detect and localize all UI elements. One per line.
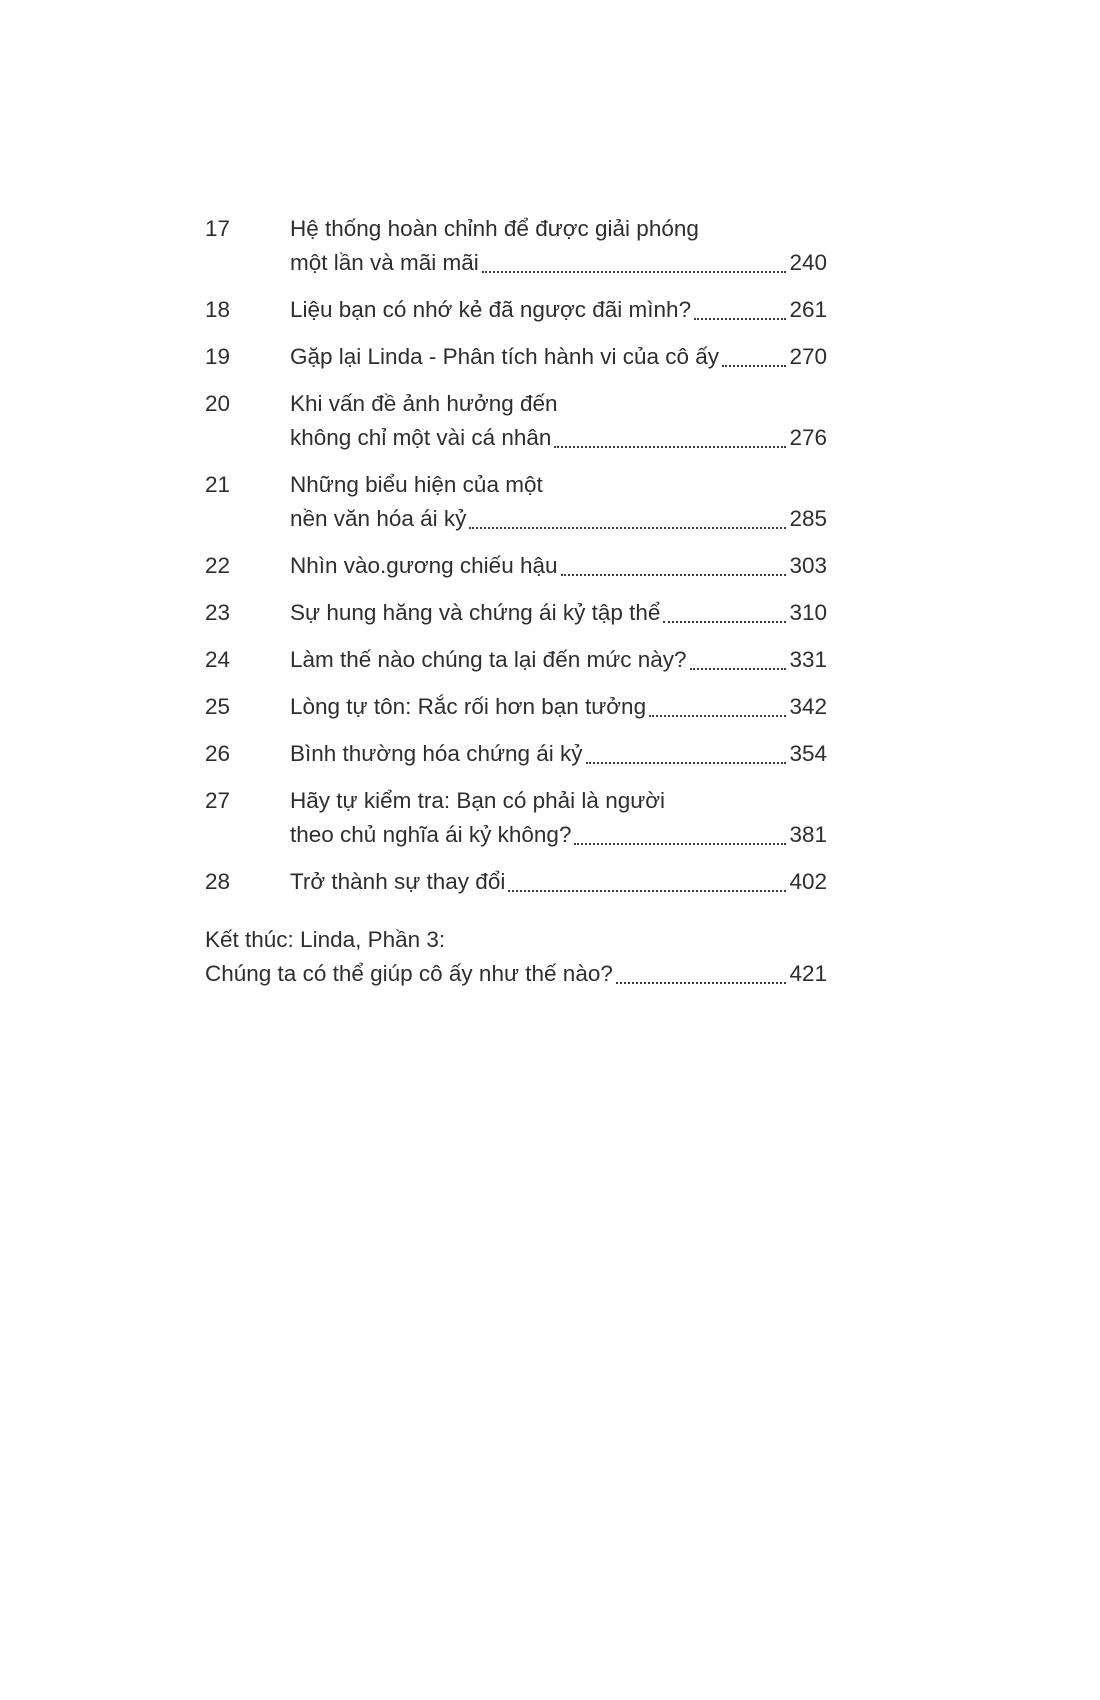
dot-leader	[586, 762, 787, 764]
toc-entry	[205, 293, 827, 327]
title-line-with-leader	[290, 246, 827, 280]
toc-entry	[205, 549, 827, 583]
toc-footer	[205, 923, 827, 991]
dot-leader	[722, 365, 786, 367]
chapter-title	[290, 549, 827, 583]
toc-entry	[205, 596, 827, 630]
title-line-with-leader	[290, 865, 827, 899]
title-line-with-leader	[290, 737, 827, 771]
chapter-number: 28	[205, 869, 231, 894]
dot-leader	[616, 982, 787, 984]
dot-leader	[649, 715, 786, 717]
page-number: 310	[789, 600, 827, 625]
chapter-title	[290, 387, 827, 455]
title-line-with-leader	[290, 502, 827, 536]
title-text: Bình thường hóa chứng ái kỷ	[290, 741, 583, 766]
dot-leader	[663, 621, 786, 623]
toc-entry	[205, 690, 827, 724]
title-line-with-leader	[290, 340, 827, 374]
title-text: Nhìn vào.gương chiếu hậu	[290, 553, 558, 578]
page-number: 276	[789, 425, 827, 450]
chapter-number: 21	[205, 472, 231, 497]
page-number: 421	[789, 961, 827, 986]
chapter-title	[290, 340, 827, 374]
page-number: 303	[789, 553, 827, 578]
title-text: Lòng tự tôn: Rắc rối hơn bạn tưởng	[290, 694, 647, 719]
chapter-title	[290, 784, 827, 852]
chapter-title	[290, 468, 827, 536]
chapter-title	[290, 293, 827, 327]
title-text: Chúng ta có thể giúp cô ấy như thế nào?	[205, 961, 613, 986]
title-text: không chỉ một vài cá nhân	[290, 425, 552, 450]
title-line: Hãy tự kiểm tra: Bạn có phải là người	[290, 788, 666, 813]
title-line: Kết thúc: Linda, Phần 3:	[205, 927, 446, 952]
dot-leader	[561, 574, 787, 576]
toc-entry	[205, 643, 827, 677]
chapter-number: 22	[205, 553, 231, 578]
dot-leader	[574, 843, 786, 845]
title-text: Gặp lại Linda - Phân tích hành vi của cô ấy	[290, 344, 720, 369]
toc-entry	[205, 387, 827, 455]
toc-entry	[205, 784, 827, 852]
chapter-title	[290, 596, 827, 630]
chapter-number: 24	[205, 647, 231, 672]
chapter-number: 20	[205, 391, 231, 416]
title-line: Khi vấn đề ảnh hưởng đến	[290, 391, 558, 416]
chapter-number: 27	[205, 788, 231, 813]
toc-entry	[205, 737, 827, 771]
toc-entry	[205, 865, 827, 899]
title-line: Những biểu hiện của một	[290, 472, 543, 497]
dot-leader	[469, 527, 786, 529]
chapter-title	[290, 212, 827, 280]
chapter-number: 19	[205, 344, 231, 369]
dot-leader	[694, 318, 786, 320]
chapter-number: 23	[205, 600, 231, 625]
chapter-number: 26	[205, 741, 231, 766]
chapter-number: 18	[205, 297, 231, 322]
title-text: Trở thành sự thay đổi	[290, 869, 506, 894]
title-line-with-leader	[290, 549, 827, 583]
toc-list	[205, 212, 827, 899]
dot-leader	[554, 446, 786, 448]
toc-entry	[205, 340, 827, 374]
page-number: 381	[789, 822, 827, 847]
table-of-contents	[205, 212, 827, 991]
title-text: Liệu bạn có nhớ kẻ đã ngược đãi mình?	[290, 297, 692, 322]
chapter-title	[290, 643, 827, 677]
chapter-title	[290, 737, 827, 771]
chapter-number: 17	[205, 216, 231, 241]
page-number: 331	[789, 647, 827, 672]
title-text: Làm thế nào chúng ta lại đến mức này?	[290, 647, 687, 672]
page-number: 342	[789, 694, 827, 719]
page-number: 285	[789, 506, 827, 531]
title-text: theo chủ nghĩa ái kỷ không?	[290, 822, 572, 847]
page-number: 261	[789, 297, 827, 322]
title-line-with-leader	[290, 293, 827, 327]
page-number: 270	[789, 344, 827, 369]
dot-leader	[508, 890, 786, 892]
chapter-title	[290, 865, 827, 899]
chapter-number: 25	[205, 694, 231, 719]
title-line-with-leader	[290, 596, 827, 630]
page-number: 240	[789, 250, 827, 275]
title-line: Hệ thống hoàn chỉnh để được giải phóng	[290, 216, 699, 241]
title-line-with-leader	[290, 643, 827, 677]
chapter-title	[290, 690, 827, 724]
title-text: nền văn hóa ái kỷ	[290, 506, 467, 531]
toc-entry	[205, 212, 827, 280]
page-number: 354	[789, 741, 827, 766]
title-line-with-leader	[290, 818, 827, 852]
toc-entry	[205, 468, 827, 536]
title-line-with-leader	[290, 690, 827, 724]
page-number: 402	[789, 869, 827, 894]
title-text: một lần và mãi mãi	[290, 250, 479, 275]
title-line-with-leader	[205, 957, 827, 991]
title-text: Sự hung hăng và chứng ái kỷ tập thể	[290, 600, 661, 625]
dot-leader	[690, 668, 787, 670]
dot-leader	[482, 271, 787, 273]
title-line-with-leader	[290, 421, 827, 455]
